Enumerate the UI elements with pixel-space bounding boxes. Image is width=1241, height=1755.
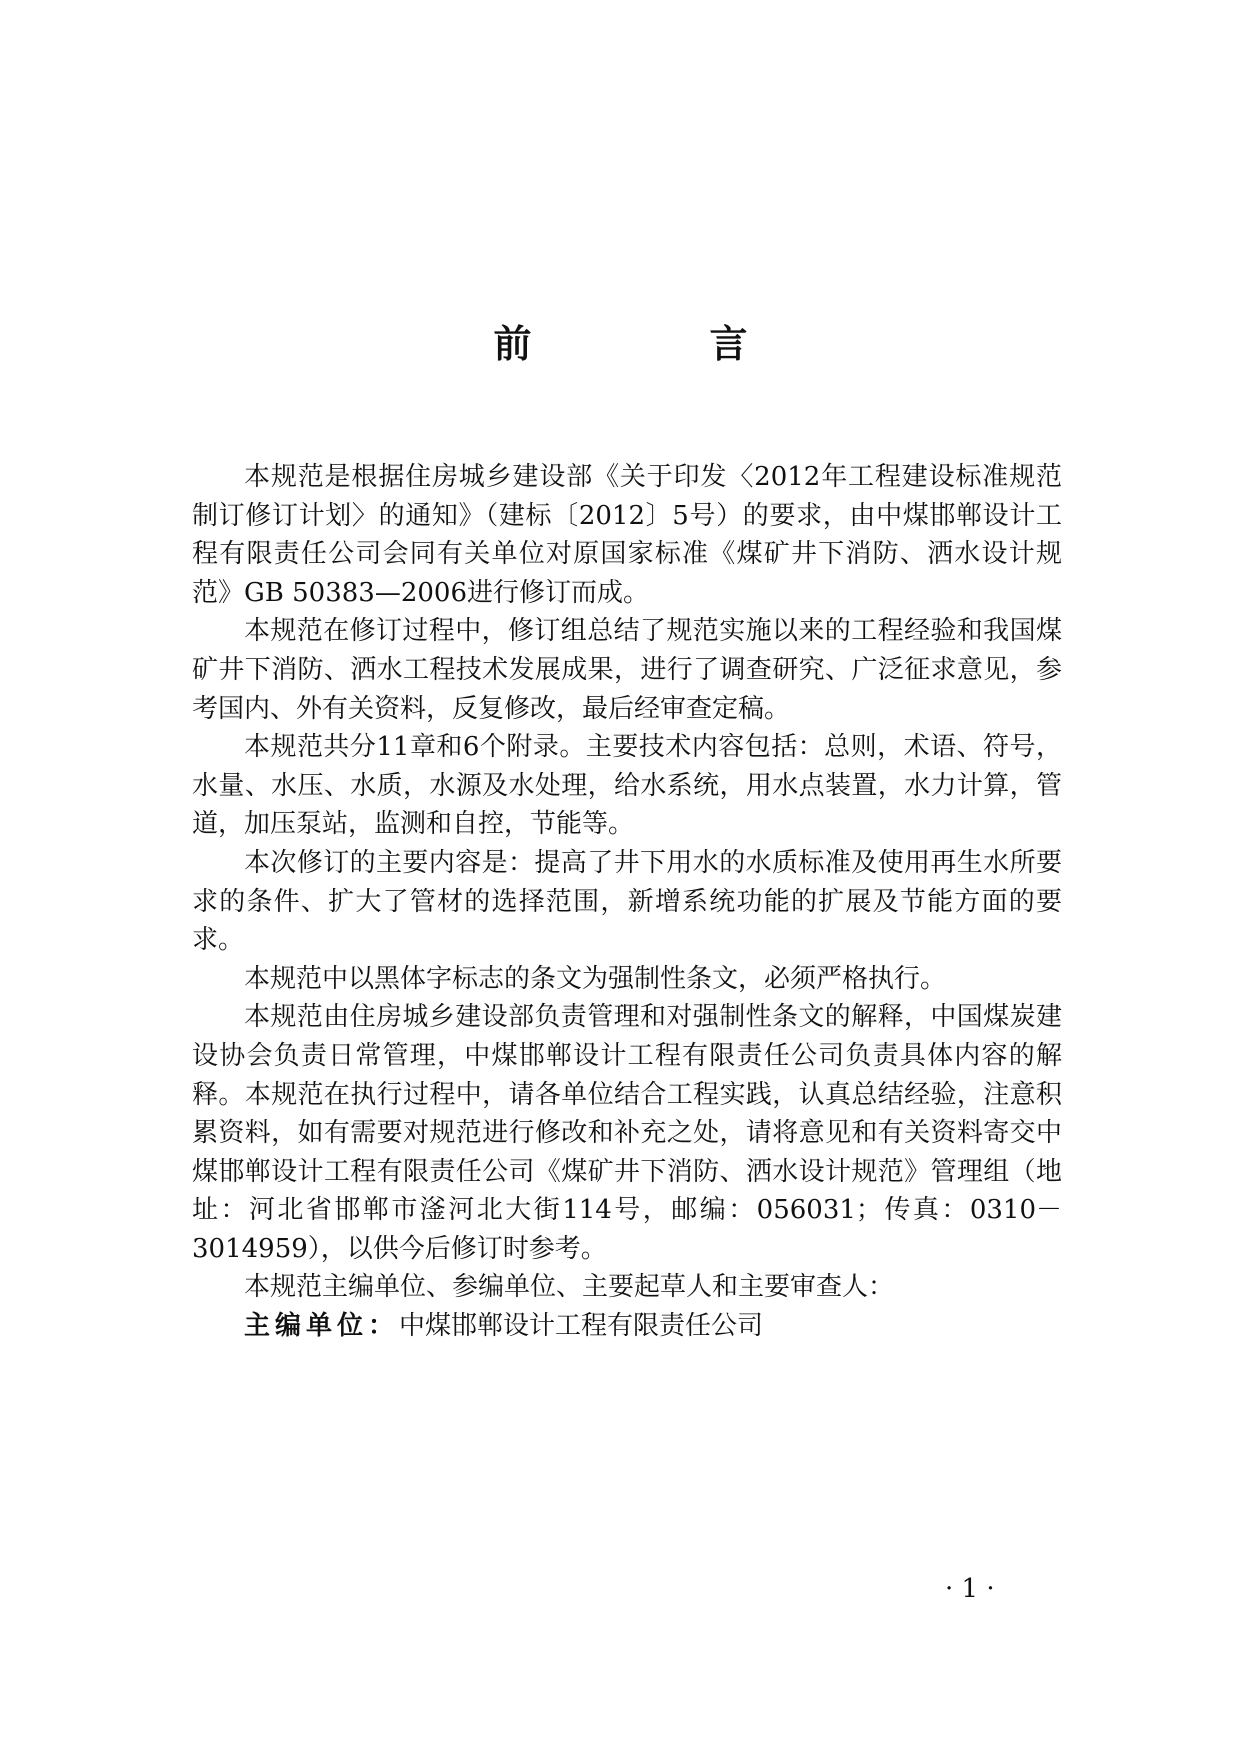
paragraph-structure: 本规范共分11章和6个附录。主要技术内容包括：总则，术语、符号，水量、水压、水质，水源及水处理，给水系统，用水点装置，水力计算，管道，加压泵站，监测和自控，节能等。 [192,732,1062,840]
chief-editor-label: 主编单位： [244,1311,400,1342]
preface-body [192,458,1062,1346]
paragraph-units-intro: 本规范主编单位、参编单位、主要起草人和主要审查人： [244,1272,895,1303]
paragraph-management: 本规范由住房城乡建设部负责管理和对强制性条文的解释，中国煤炭建设协会负责日常管理，中煤邯郸设计工程有限责任公司负责具体内容的解释。本规范在执行过程中，请各单位结合工程实践，认真总结经验，注意积累资料，如有需要对规范进行修改和补充之处，请将意见和有关资料寄交中煤邯郸设计工程有限责任公司《煤矿井下消防、洒水设计规范》管理组（地址：河北省邯郸市滏河北大街114号，邮编：056031；传真：0310－3014959），以供今后修订时参考。 [192,1002,1062,1264]
paragraph-main-changes: 本次修订的主要内容是：提高了井下用水的水质标准及使用再生水所要求的条件、扩大了管材的选择范围，新增系统功能的扩展及节能方面的要求。 [192,847,1062,956]
paragraph-revision-process: 本规范在修订过程中，修订组总结了规范实施以来的工程经验和我国煤矿井下消防、洒水工程技术发展成果，进行了调查研究、广泛征求意见，参考国内、外有关资料，反复修改，最后经审查定稿。 [192,616,1062,724]
chief-editor-value: 中煤邯郸设计工程有限责任公司 [399,1311,764,1342]
page-title: 前 言 [493,322,818,366]
chief-editor-line [192,1307,1062,1346]
page-number: · 1 · [945,1574,995,1604]
paragraph-mandatory: 本规范中以黑体字标志的条文为强制性条文，必须严格执行。 [244,963,947,994]
paragraph-basis: 本规范是根据住房城乡建设部《关于印发〈2012年工程建设标准规范制订修订计划〉的通知》（建标〔2012〕5号）的要求，由中煤邯郸设计工程有限责任公司会同有关单位对原国家标准《煤矿井下消防、洒水设计规范》GB 50383—2006进行修订而成。 [192,462,1062,608]
